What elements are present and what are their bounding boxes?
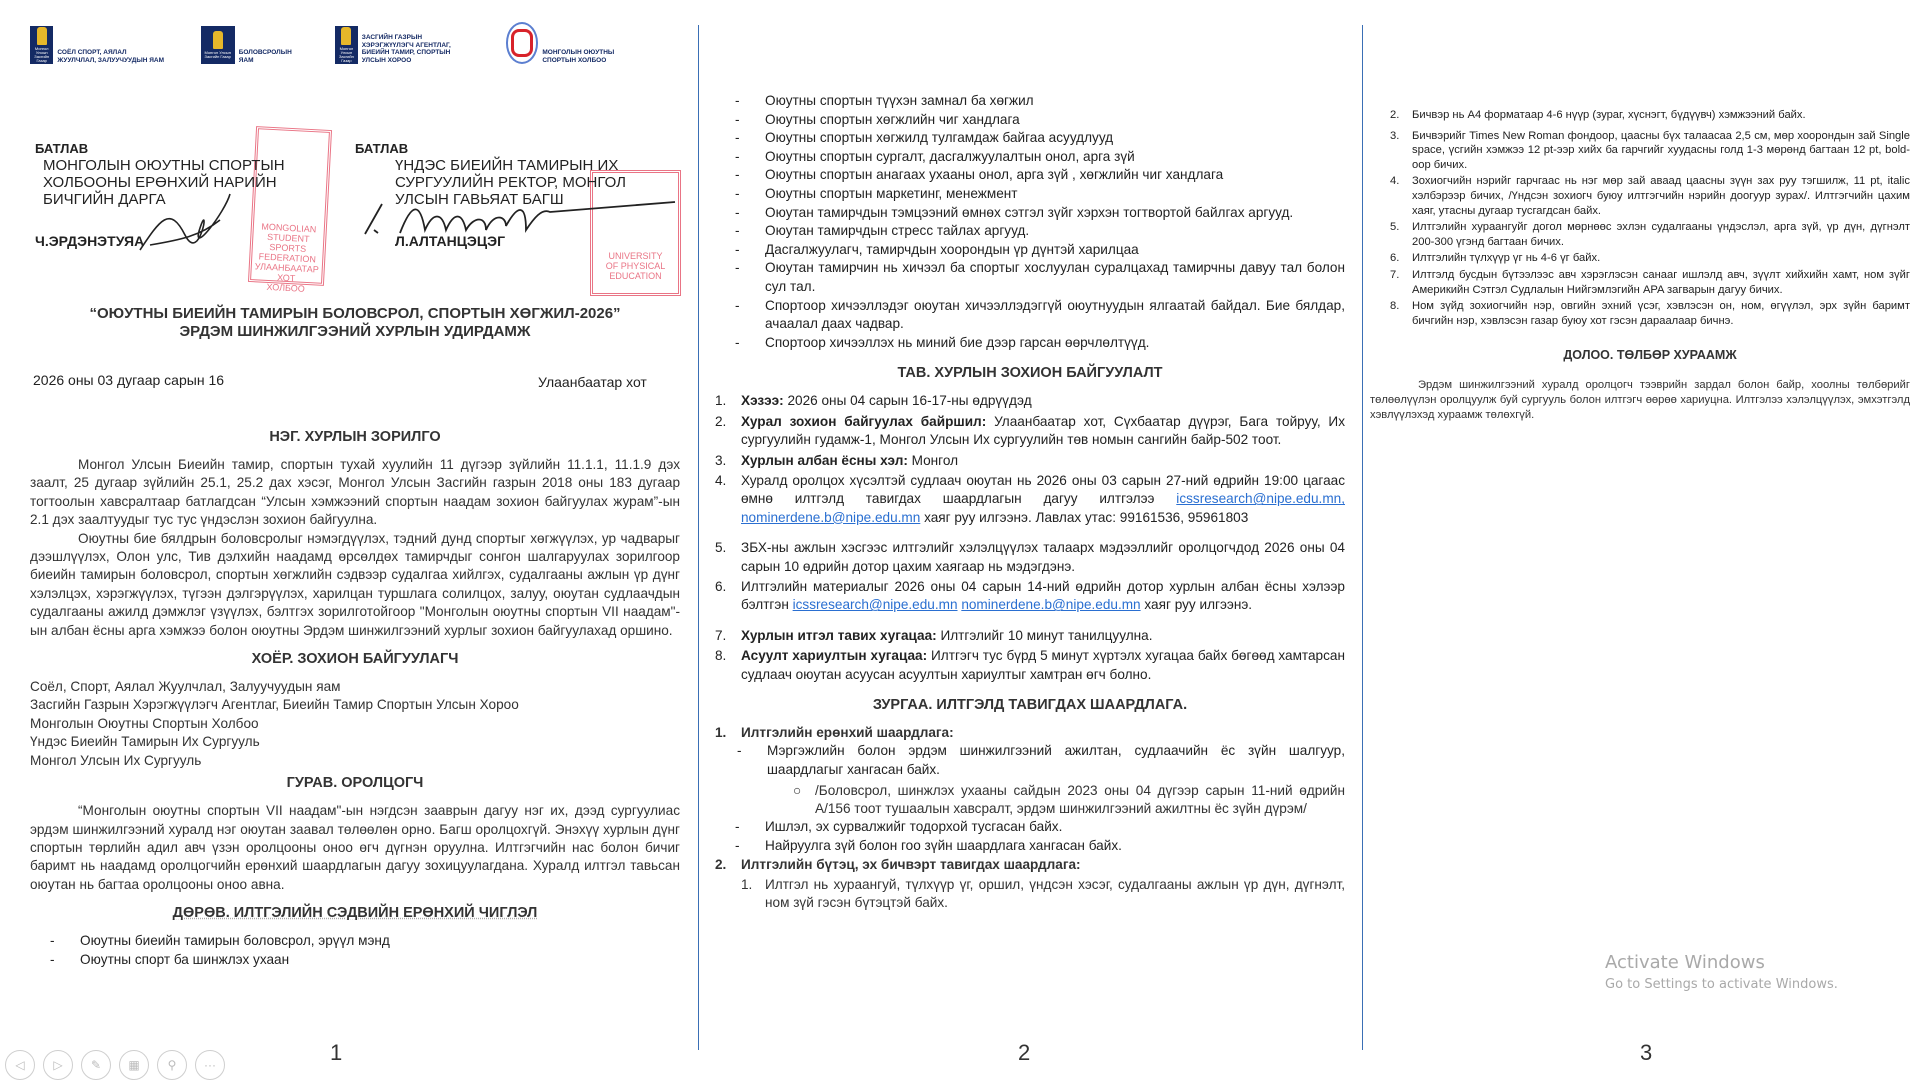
section-paragraph: Монгол Улсын Биеийн тамир, спортын тухай хуулийн 11 дүгээр зүйлийн 11.1.1, 11.1.9 дэх заалт, 25 дугаар зүйлийн 25.1, 25.2 дах хэсэг, Монгол Улсын Засгийн газрын 2018 оны 183 дугаар тогтоолын хавсралтаар батлагдсан “Улсын хэмжээний спортын наадам зохион байгуулах журам”-ын 2.1 дэх заалтуудыг тус тус үндэслэн зохион байгуулна. [30,457,680,528]
requirement-group-label: Илтгэлийн бүтэц, эх бичвэрт тавигдах шаардлага: [741,856,1081,872]
item-text-tail: хаяг руу илгээнэ. Лавлах утас: 99161536, 95961803 [920,509,1249,525]
structure-item [1390,108,1910,123]
logo-2 [201,22,301,64]
item-number: 1. [715,393,727,409]
structure-item [1390,251,1910,266]
page-divider [698,25,699,1050]
stamp-text: ХОЛБОО [266,281,306,294]
section-heading: ХОЁР. ЗОХИОН БАЙГУУЛАГЧ [251,651,459,668]
requirement-subitem-text: /Боловсрол, шинжлэх ухааны сайдын 2023 оны 04 дүгээр сарын 11-ний өдрийн А/156 тоот тушаалын хавсралт, эрдэм шинжилгээний ажилтны ёс зүйн дүрэм/ [815,782,1345,816]
topic-item: - Оюутны спортын маркетинг, менежмент [715,185,1345,204]
topic-item: - Оюутны спортын анагаах ухааны онол, арга зүй , хөгжлийн чиг хандлага [715,166,1345,185]
organization-item [715,539,1345,576]
requirements-block [715,724,1345,913]
watermark-title: Activate Windows [1605,952,1765,973]
organizer-list [30,678,680,770]
document-title [30,305,680,341]
structure-item [1390,129,1910,173]
structure-item-text: Ном зүйд зохиогчийн нэр, овгийн эхний үсэг, хэвлэсэн он, ном, өгүүлэл, эрх зүйн баримт бичгийн нэр, хэвлэсэн газар буюу хот гэсэн дараалаар бичнэ. [1412,300,1910,327]
requirement-item: - Ишлэл, эх сурвалжийг тодорхой тусгасан байх. [715,818,1345,837]
topic-item: - Оюутны спортын хөгжлийн чиг хандлага [715,111,1345,130]
structure-item [1390,220,1910,249]
structure-item-text: Илтгэл нь хураангуй, түлхүүр үг, оршил, үндсэн хэсэг, судалгааны ажлын үр дүн, дүгнэлт, ном зүй гэсэн бүтэцтэй байх. [765,877,1345,911]
stamp-text: OF PHYSICAL [605,261,666,271]
requirement-group-label: Илтгэлийн ерөнхий шаардлага: [741,725,954,740]
section-heading: ДӨРӨВ. ИЛТГЭЛИЙН СЭДВИЙН ЕРӨНХИЙ ЧИГЛЭЛ [172,905,538,922]
organization-list [715,392,1345,684]
email-link[interactable]: nominerdene.b@nipe.edu.mn [961,597,1141,613]
item-label: Хурлын албан ёсны хэл: [741,452,908,468]
approval-title-line: ХОЛБООНЫ ЕРӨНХИЙ НАРИЙН [43,174,277,191]
view-all-slides-button[interactable] [119,1050,149,1080]
next-slide-icon: ▷ [53,1058,63,1072]
structure-item-number: 6. [1390,252,1400,265]
page-divider [1362,25,1363,1050]
item-label: Хурал зохион байгуулах байршил: [741,413,987,429]
section-paragraph: Эрдэм шинжилгээний хуралд оролцогч тээврийн зардал болон байр, хоолны төлбөрийг төлөөлүүлэн оролцуулж буй сургууль болон илтгэгч өөрөө хариуцна. Илтгэлээ хэлэлцүүлэх, эмхэтгэлд хэвлүүлэхэд хураамж төлөхгүй. [1370,379,1910,421]
structure-list [1390,108,1910,328]
organizer-item: Монгол Улсын Их Сургууль [30,752,202,768]
approval-name: Л.АЛТАНЦЭЦЭГ [395,233,506,249]
stamp-text: FEDERATION [258,251,317,265]
emblem-caption: Монгол Улсын Засгийн Газар [34,46,50,63]
structure-item [1390,268,1910,297]
structure-item-number: 4. [1390,175,1400,188]
topic-item: - Оюутан тамирчдын тэмцээний өмнөх сэтгэл зүйг хэрхэн тогтвортой байлгах аргууд. [715,204,1345,223]
item-number: 6. [715,578,727,594]
document-title-line: “ОЮУТНЫ БИЕИЙН ТАМИРЫН БОЛОВСРОЛ, СПОРТЫН ХӨГЖИЛ-2026” [89,305,621,322]
structure-item-number: 8. [1390,300,1400,313]
structure-item-number: 2. [1390,109,1400,121]
structure-item-text: Илтгэлийн хураангуйг догол мөрнөөс эхлэн судалгааны үндэслэл, арга зүй, үр дүн, дүгнэлт 200-300 үгэнд багтаан бичих. [1412,221,1910,248]
page-3-body [1370,108,1910,422]
soyombo-emblem-icon [30,26,53,64]
organizer-item: Засгийн Газрын Хэрэгжүүлэгч Агентлаг, Биеийн Тамир Спортын Улсын Хороо [30,697,519,713]
section-heading: ТАВ. ХУРЛЫН ЗОХИОН БАЙГУУЛАЛТ [897,365,1163,382]
email-link[interactable]: nominerdene.b@nipe.edu.mn [741,509,921,525]
next-slide-button[interactable] [43,1050,73,1080]
item-text: 2026 оны 04 сарын 16-17-ны өдрүүдэд [783,393,1032,409]
requirement-item: - Найруулга зүй болон гоо зүйн шаардлага хангасан байх. [715,837,1345,856]
item-number: 7. [715,627,727,643]
structure-item-number: 3. [1390,129,1400,142]
logo-text: ЗАСГИЙН ГАЗРЫН ХЭРЭГЖҮҮЛЭГЧ АГЕНТЛАГ, БИЕИЙН ТАМИР, СПОРТЫН УЛСЫН ХОРОО [361,34,451,64]
approval-title-line: СУРГУУЛИЙН РЕКТОР, МОНГОЛ [395,174,626,191]
view-all-slides-icon: ▦ [128,1058,140,1072]
approval-title-line: МОНГОЛЫН ОЮУТНЫ СПОРТЫН [43,157,285,174]
watermark-subtitle: Go to Settings to activate Windows. [1605,977,1838,992]
item-text: Монгол [907,452,959,468]
page-number: 2 [1018,1040,1031,1065]
approval-title-line: УЛСЫН ГАВЬЯАТ БАГШ [395,191,564,208]
approval-name: Ч.ЭРДЭНЭТУЯА [35,233,145,249]
soyombo-glyph-icon [37,27,47,45]
section-paragraph: “Монголын оюутны спортын VII наадам"-ын нэгдсэн зааврын дагуу нэг их, дээд сургуулиас эрдэм шинжилгээний хуралд нэг оюутан заавал төлөөлөн орно. Багш оролцохгүй. Энэхүү хурлын дүнг спортын төрлийн адил авч үзэн оролцооны оноо өгч дүгнэн оруулна. Илтгэгчийн нас болон бичиг баримт нь наадамд оролцогчийн ерөнхий шаардлагын дагуу зохицуулагдана. Хуралд илтгэл тавьсан оюутан нь багтаа оролцооны оноо авна. [30,803,680,892]
topic-list [30,932,680,969]
topic-item: - Спортоор хичээллэдэг оюутан хичээллэдэггүй оюутнуудын ялгаатай байдал. Бие бялдар, ачаалал даах чадвар. [715,297,1345,334]
section-heading: ГУРАВ. ОРОЛЦОГЧ [286,775,424,792]
document-title-line: ЭРДЭМ ШИНЖИЛГЭЭНИЙ ХУРЛЫН УДИРДАМЖ [179,323,531,340]
organization-item [715,578,1345,615]
approval-title-line: БИЧГИЙН ДАРГА [43,191,166,208]
logo-3 [335,22,472,64]
item-text: Илтгэлийг 10 минут танилцуулна. [936,627,1153,643]
organization-item [715,472,1345,527]
structure-item-text: Илтгэлд бусдын бүтээлээс авч хэрэглэсэн санааг ишлэлд авч, зүүлт хийхийн хамт, ном зүйг Америкийн Сэтгэл Судлалын Нийгэмлэгийн APA загварын дагуу бичих. [1412,268,1910,296]
item-number: 2. [715,413,727,429]
organizer-item: Монголын Оюутны Спортын Холбоо [30,715,259,731]
structure-item [715,876,1345,913]
soyombo-glyph-icon [213,31,223,49]
page-number: 1 [330,1040,343,1065]
organizer-item: Үндэс Биеийн Тамирын Их Сургууль [30,734,260,750]
organization-item [715,647,1345,684]
requirement-group-title: 1. Илтгэлийн ерөнхий шаардлага: [715,725,954,740]
structure-item-text: Бичвэр нь А4 форматаар 4-6 нүүр (зураг, хүснэгт, бүдүүвч) хэмжээний байх. [1412,109,1806,121]
section-paragraph: Оюутны бие бялдрын боловсролыг нэмэгдүүлэх, тэдний дунд спортыг хөгжүүлэх, ур чадварыг дээшлүүлэх, Олон улс, Тив дэлхийн наадамд өрсөлдөх тамирчдыг сонгон шалгаруулах зорилгоор биеийн тамирын боловсрол, спортын хөгжлийн сэдвээр судалгаа хийлгэх, судалгааны ажлын үр дүнг хэлэлцэх, хэрэгжүүлэх, түгээн дэлгэрүүлэх, харилцан туршлага солилцох, залуу, оюутан судлаачдын судалгааны ажилд дэмжлэг үзүүлэх, бэлтгэх зорилготойгоор "Монголын оюутны спортын VII наадам"-ын албан ёсны арга хэмжээ болон оюутны Эрдэм шинжилгээний хурлыг зохион байгуулахад оршино. [30,530,680,638]
document-page-1 [30,0,680,1040]
organizer-item: Соёл, Спорт, Аялал Жуулчлал, Залуучуудын яам [30,679,341,695]
document-page-3 [1370,0,1915,1040]
item-text: ЗБХ-ны ажлын хэсгээс илтгэлийг хэлэлцүүлэх талаарх мэдээллийг оролцогчдод 2026 оны 04 сарын 10 өдрийн дотор цахим хаягаар нь мэдэгдэнэ. [741,540,1345,574]
logo-text: БОЛОВСРОЛЫН ЯАМ [238,49,292,64]
topic-item: - Оюутан тамирчдын стресс тайлах аргууд. [715,222,1345,241]
topic-item: - Оюутны биеийн тамирын боловсрол, эрүүл мэнд [30,932,680,951]
document-page-2 [715,0,1345,1040]
structure-item-number: 5. [1390,221,1400,234]
requirement-subitem: ○ /Боловсрол, шинжлэх ухааны сайдын 2023 оны 04 дүгээр сарын 11-ний өдрийн А/156 тоот тушаалын хавсралт, эрдэм шинжилгээний ажилтны ёс зүйн дүрэм/ [793,782,1345,816]
approval-label: БАТЛАВ [35,141,89,156]
topic-item: - Оюутны спортын сургалт, дасгалжуулалтын онол, арга зүй [715,148,1345,167]
organization-item [715,452,1345,470]
logo-text: СОЁЛ СПОРТ, АЯЛАЛ ЖУУЛЧЛАЛ, ЗАЛУУЧУУДЫН ЯАМ [57,49,164,64]
requirement-group-title: 2. Илтгэлийн бүтэц, эх бичвэрт тавигдах шаардлага: [715,856,1081,872]
logo-row [30,22,680,64]
logo-text: МОНГОЛЫН ОЮУТНЫ СПОРТЫН ХОЛБОО [542,49,615,64]
item-number: 3. [715,452,727,468]
item-text: Илтгэлийн материалыг 2026 оны 04 сарын 14-ний өдрийн дотор хурлын албан ёсны хэлээр бэлтгэн [741,578,1345,613]
zoom-button[interactable] [157,1050,187,1080]
organization-item [715,627,1345,645]
structure-item [1390,299,1910,328]
more-options-icon: ··· [204,1058,216,1072]
emblem-caption: Монгол Улсын Засгийн Газар [339,46,354,63]
page-1-body [30,428,680,969]
logo-1 [30,22,167,64]
structure-item-text: Бичвэрийг Times New Roman фондоор, цаасны бүх талаасаа 2,5 см, мөр хоорондын зай Single space, үсгийн хэмжээ 12 pt-ээр хийх ба гарчгийг хуудасны голд 1-3 мөрөнд багтаан 12 pt, bold-оор бичих. [1412,129,1910,171]
item-label: Хэзээ: [741,393,784,409]
stamp-text: УЛААНБААТАР ХОТ [254,261,319,284]
previous-slide-button[interactable] [5,1050,35,1080]
general-requirements [715,818,1345,855]
approval-title-line: ҮНДЭС БИЕИЙН ТАМИРЫН ИХ [395,157,619,174]
item-text: Илтгэгч тус бүрд 5 минут хүртэлх хугацаа байх бөгөөд хамтарсан судлаач оюутан асуусан асуултын хариултыг хамтран өгч болно. [741,648,1345,682]
structure-item-text: Зохиогчийн нэрийг гарчгаас нь нэг мөр зай аваад цаасны зүүн зах руу тэгшилж, 11 pt, italic хэлбэрээр бичих, /Үндсэн зохиогч буюу илтгэгчийн нэрийн доогуур зурах/. Илтгэгчийн цахим хаяг, утасны дугаар тусгагдсан байх. [1412,175,1910,217]
organization-item [715,392,1345,410]
structure-item-number: 1. [741,877,753,892]
topic-item: - Спортоор хичээллэх нь миний бие дээр гарсан өөрчлөлтүүд. [715,334,1345,353]
structure-item-number: 7. [1390,268,1400,281]
student-sports-federation-logo-icon [506,22,539,64]
section-heading: ЗУРГАА. ИЛТГЭЛД ТАВИГДАХ ШААРДЛАГА. [872,697,1188,713]
emblem-caption: Монгол Улсын Засгийн Газар [204,50,231,59]
item-label: Асуулт хариултын хугацаа: [741,648,928,664]
topic-item: - Оюутан тамирчин нь хичээл ба спортыг хослуулан суралцахад тамирчны давуу тал болон сул тал. [715,259,1345,296]
organization-item [715,413,1345,450]
zoom-icon: ⚲ [167,1058,177,1072]
document-place: Улаанбаатар хот [538,374,647,390]
item-label: Хурлын итгэл тавих хугацаа: [741,627,937,643]
requirement-item: - Мэргэжлийн болон эрдэм шинжилгээний ажилтан, судлаачийн ёс зүйн шалгуур, шаардлагыг хангасан байх. [717,742,1345,779]
stamp-text: UNIVERSITY [608,251,663,261]
stamp-text: EDUCATION [609,271,662,281]
topic-item: - Оюутны спортын хөгжилд тулгамдаж байгаа асуудлууд [715,129,1345,148]
soyombo-emblem-icon [201,26,235,64]
topic-item: - Оюутны спортын түүхэн замнал ба хөгжил [715,92,1345,111]
structure-item-text: Илтгэлийн түлхүүр үг нь 4-6 үг байх. [1412,252,1601,265]
pen-icon: ✎ [90,1058,102,1072]
topic-item: - Дасгалжуулагч, тамирчдын хоорондын үр дүнтэй харилцаа [715,241,1345,260]
stamp-text: STUDENT SPORTS [266,231,310,254]
email-link[interactable]: icssresearch@nipe.edu.mn, [1176,491,1345,507]
slideshow-toolbar [5,1050,225,1080]
item-number: 8. [715,648,727,664]
section-heading: ДОЛОО. ТӨЛБӨР ХУРААМЖ [1563,348,1737,363]
approval-block-right [355,140,626,250]
approval-label: БАТЛАВ [355,141,409,156]
general-requirements [717,742,1345,779]
page-number: 3 [1640,1040,1653,1065]
soyombo-emblem-icon [335,26,358,64]
approval-block-left [35,140,285,250]
stamp-text: MONGOLIAN [261,221,317,235]
logo-4 [506,22,646,64]
item-text-tail: хаяг руу илгээнэ. [1140,597,1253,613]
logo-ring-icon [511,29,533,57]
email-link[interactable]: icssresearch@nipe.edu.mn [792,597,958,613]
topic-list [715,92,1345,352]
document-date: 2026 оны 03 дугаар сарын 16 [33,372,225,388]
previous-slide-icon: ◁ [15,1058,25,1072]
topic-item: - Оюутны спорт ба шинжлэх ухаан [30,951,680,970]
item-text: Улаанбаатар хот, Сүхбаатар дүүрэг, Бага тойруу, Их сургуулийн гудамж-1, Монгол Улсын Их сургуулийн төв номын сангийн байр-502 тоот. [741,413,1345,448]
activate-windows-watermark [1605,952,1838,992]
item-number: 4. [715,472,727,488]
pen-button[interactable] [81,1050,111,1080]
soyombo-glyph-icon [341,27,351,45]
section-heading: НЭГ. ХУРЛЫН ЗОРИЛГО [269,429,441,445]
item-number: 5. [715,540,727,556]
page-2-body [715,92,1345,913]
more-options-button[interactable] [195,1050,225,1080]
item-text: Хуралд оролцох хүсэлтэй судлаач оюутан нь 2026 оны 03 сарын 27-ний өдрийн 19:00 цагаас өмнө илтгэлд тавигдах шаардлагын дагуу илтгэлээ [741,472,1345,507]
structure-item [1390,174,1910,218]
